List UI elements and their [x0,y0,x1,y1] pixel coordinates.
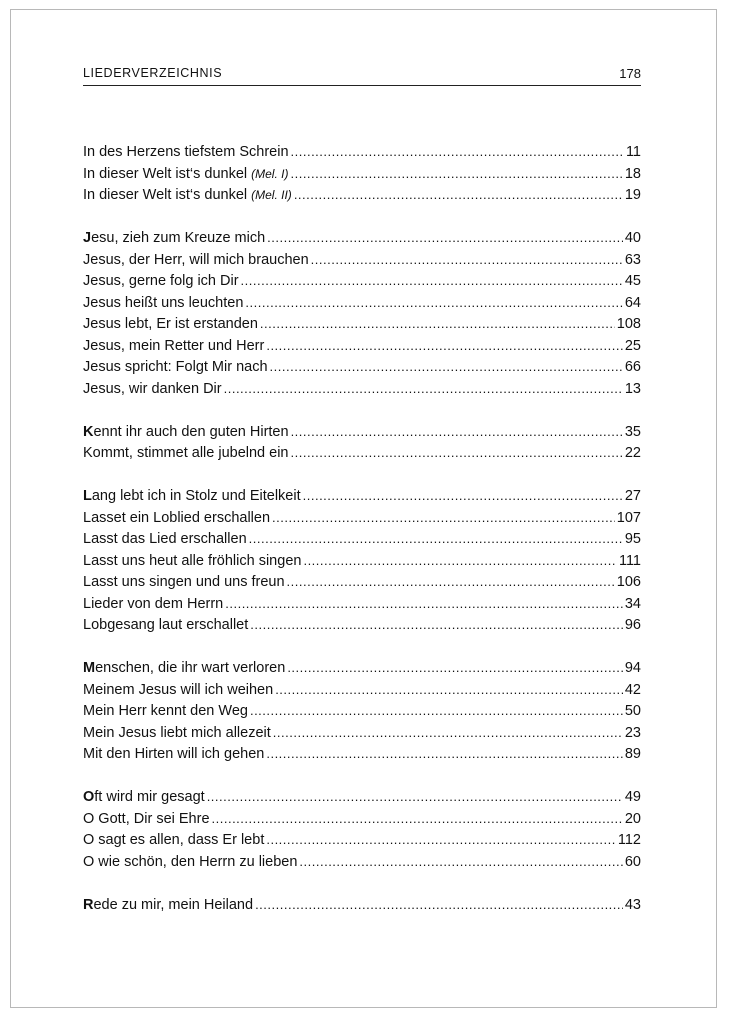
page-ref: 19 [624,187,641,203]
song-title-text: In des Herzens tiefstem Schrein [83,144,289,160]
index-entry [83,356,641,378]
song-title-text: Jesus, gerne folg ich Dir [83,273,239,289]
dot-leader [270,356,623,378]
dot-leader [267,227,623,249]
index-entry [83,851,641,873]
dot-leader [207,786,623,808]
index-entry [83,528,641,550]
song-title-text: ang lebt ich in Stolz und Eitelkeit [91,488,301,504]
index-entry [83,421,641,443]
dot-leader [249,528,623,550]
dot-leader [245,292,622,314]
page-ref: 108 [616,316,641,332]
song-title [83,443,289,465]
song-title [83,572,285,594]
index-entry [83,335,641,357]
song-title-text: O sagt es allen, dass Er lebt [83,832,265,848]
dot-leader [272,507,615,529]
page-ref: 27 [624,488,641,504]
page-ref: 64 [624,294,641,311]
index-entry [83,679,641,701]
song-title-text: Jesus heißt uns leuchten [83,294,244,311]
song-title-text: ennt ihr auch den guten Hirten [93,423,289,440]
page-ref: 22 [624,445,641,461]
song-title [83,787,205,809]
song-title-text: Kommt, stimmet alle jubelnd ein [83,445,289,461]
song-title-text: esu, zieh zum Kreuze mich [91,230,266,246]
song-title-text: In dieser Welt ist‘s dunkel [83,187,248,203]
index-entry [83,378,641,400]
index-group [83,421,641,464]
index-entry [83,485,641,507]
page-ref: 45 [624,273,641,289]
dot-leader [266,335,623,357]
dot-leader [299,851,622,873]
page-ref: 23 [624,724,641,741]
song-title-text: Lasset ein Loblied erschallen [83,509,271,526]
dot-leader [255,894,623,916]
page-number: 178 [619,66,641,81]
song-title [83,852,297,874]
song-title-text: Jesus lebt, Er ist erstanden [83,316,258,332]
dot-leader [241,270,623,292]
page-ref: 35 [624,423,641,440]
page-ref: 63 [624,251,641,268]
index-group [83,227,641,399]
page-ref: 50 [624,703,641,719]
song-title-text: ede zu mir, mein Heiland [93,896,254,913]
song-title-text: enschen, die ihr wart verloren [95,660,286,676]
song-title-text: Jesus, der Herr, will mich brauchen [83,251,309,268]
song-title [83,594,223,616]
page-ref: 11 [625,144,641,160]
song-title-text: Lasst uns heut alle fröhlich singen [83,552,302,569]
page-ref: 106 [616,574,641,590]
song-title-text: Lobgesang laut erschallet [83,617,249,633]
dot-leader [291,421,623,443]
song-title-text: Lieder von dem Herrn [83,595,224,612]
song-title-text: Jesus, mein Retter und Herr [83,337,265,354]
dot-leader [250,700,623,722]
dot-leader [290,163,622,185]
song-title [83,293,243,315]
song-title [83,508,270,530]
dot-leader [212,808,623,830]
song-title-text: Mit den Hirten will ich gehen [83,746,265,762]
letter-initial: R [83,896,94,913]
page-ref: 43 [624,896,641,913]
song-title [83,379,222,401]
dot-leader [303,485,623,507]
letter-initial: L [83,488,92,504]
song-title-text: Meinem Jesus will ich weihen [83,681,274,698]
index-entry [83,141,641,163]
song-title [83,271,239,293]
index-entry [83,593,641,615]
song-title [83,615,248,637]
index-entry [83,722,641,744]
dot-leader [260,313,615,335]
song-title-text: Lasst das Lied erschallen [83,531,247,547]
song-title [83,809,210,831]
index-entry [83,163,641,185]
index-entry [83,507,641,529]
index-entry [83,227,641,249]
index-entry [83,894,641,916]
index-entry [83,657,641,679]
dot-leader [303,550,617,572]
dot-leader [294,184,623,206]
song-title [83,185,292,207]
index-entry [83,743,641,765]
dot-leader [287,657,623,679]
song-title [83,250,309,272]
melody-note: (Mel. II) [251,188,292,202]
dot-leader [273,722,623,744]
index-entry [83,550,641,572]
song-title-text: In dieser Welt ist‘s dunkel [83,165,248,182]
page-ref: 40 [624,230,641,246]
song-title [83,658,285,680]
dot-leader [291,442,623,464]
letter-initial: K [83,423,94,440]
song-title [83,228,265,250]
page-ref: 111 [618,552,641,569]
dot-leader [250,614,623,636]
song-title [83,723,271,745]
song-title [83,529,247,551]
index-entry [83,313,641,335]
index-group [83,657,641,765]
section-title: LIEDERVERZEICHNIS [83,66,223,80]
letter-initial: O [83,789,95,805]
index-entry [83,786,641,808]
index-entry [83,614,641,636]
index-entry [83,292,641,314]
page-ref: 49 [624,789,641,805]
index-entry [83,571,641,593]
page-ref: 18 [624,165,641,182]
index-entry [83,184,641,206]
song-title [83,314,258,336]
song-title [83,164,288,186]
song-title-text: Mein Jesus liebt mich allezeit [83,724,271,741]
page-ref: 25 [624,337,641,354]
song-title [83,830,264,852]
page-ref: 20 [624,810,641,827]
index-entry [83,808,641,830]
running-header [83,66,641,86]
index-entry [83,270,641,292]
song-title-text: Jesus spricht: Folgt Mir nach [83,359,268,375]
song-title [83,551,301,573]
song-index [83,141,641,937]
letter-initial: M [83,660,96,676]
song-title-text: Lasst uns singen und uns freun [83,574,285,590]
letter-initial: J [83,230,92,246]
page-ref: 89 [624,746,641,762]
page-ref: 60 [624,853,641,870]
dot-leader [311,249,623,271]
song-title [83,680,273,702]
song-title-text: Jesus, wir danken Dir [83,380,222,397]
dot-leader [287,571,615,593]
page-ref: 66 [624,359,641,375]
page-ref: 13 [624,380,641,397]
index-entry [83,249,641,271]
dot-leader [224,378,623,400]
dot-leader [266,829,616,851]
song-title [83,422,289,444]
song-title-text: O Gott, Dir sei Ehre [83,810,210,827]
song-title [83,357,268,379]
dot-leader [266,743,623,765]
song-title [83,142,289,164]
song-title [83,486,301,508]
page-ref: 94 [624,660,641,676]
song-title [83,895,253,917]
page-ref: 42 [624,681,641,698]
melody-note: (Mel. I) [251,166,289,181]
index-entry [83,442,641,464]
index-group [83,894,641,916]
index-group [83,141,641,206]
page-ref: 112 [617,832,641,848]
dot-leader [225,593,623,615]
page-ref: 34 [624,595,641,612]
page-ref: 107 [616,509,641,526]
dot-leader [275,679,623,701]
dot-leader [291,141,624,163]
page-ref: 96 [624,617,641,633]
index-group [83,485,641,636]
song-title-text: O wie schön, den Herrn zu lieben [83,853,298,870]
song-title [83,336,264,358]
song-title [83,744,264,766]
index-group [83,786,641,872]
song-title-text: Mein Herr kennt den Weg [83,703,248,719]
page-ref: 95 [624,531,641,547]
index-entry [83,700,641,722]
song-title-text: ft wird mir gesagt [94,789,205,805]
song-title [83,701,248,723]
index-entry [83,829,641,851]
